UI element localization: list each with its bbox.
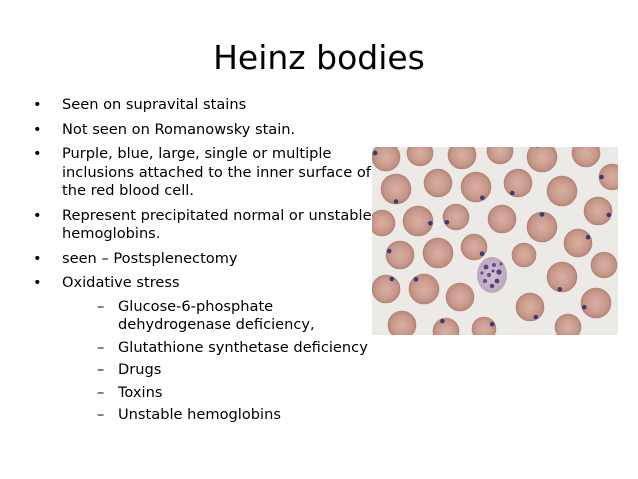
bullet-text: seen – Postsplenectomy bbox=[62, 249, 238, 267]
red-blood-cell bbox=[516, 293, 544, 321]
sub-bullet-text: Toxins bbox=[118, 383, 163, 401]
sub-bullet-text: Drugs bbox=[118, 361, 162, 378]
heinz-body-inclusion bbox=[394, 199, 399, 204]
red-blood-cell bbox=[409, 274, 439, 304]
heinz-body-inclusion bbox=[414, 277, 419, 282]
bullet-marker: • bbox=[33, 96, 42, 113]
heinz-body-inclusion bbox=[607, 213, 612, 218]
bullet-marker: • bbox=[33, 120, 42, 138]
red-blood-cell bbox=[388, 311, 416, 335]
sub-bullet-item bbox=[62, 298, 373, 335]
red-blood-cell bbox=[372, 210, 395, 236]
sub-bullet-item bbox=[62, 361, 373, 380]
red-blood-cell bbox=[512, 243, 536, 267]
sub-bullet-item bbox=[62, 384, 373, 403]
red-blood-cell bbox=[591, 252, 617, 278]
bullet-text: Purple, blue, large, single or multiple inclusions attached to the inner surface of the red blood cell. bbox=[62, 145, 371, 199]
heinz-body-inclusion bbox=[390, 277, 395, 282]
bullet-text: Seen on supravital stains bbox=[62, 96, 247, 113]
bullet-text: Oxidative stress bbox=[62, 274, 180, 291]
red-blood-cell bbox=[461, 234, 487, 260]
bullet-marker: • bbox=[33, 274, 42, 291]
heinz-body-inclusion bbox=[558, 287, 563, 292]
red-blood-cell bbox=[547, 176, 577, 206]
heinz-body-inclusion bbox=[387, 249, 392, 254]
heinz-body-inclusion bbox=[373, 151, 378, 156]
sub-bullet-text: Glutathione synthetase deficiency bbox=[118, 338, 368, 356]
sub-bullet-list bbox=[62, 298, 373, 425]
bullet-marker: • bbox=[33, 206, 42, 224]
heinz-body-inclusion bbox=[510, 191, 515, 196]
heinz-body-inclusion bbox=[490, 322, 495, 327]
red-blood-cell bbox=[584, 197, 612, 225]
heinz-body-inclusion bbox=[480, 196, 485, 201]
bullet-item bbox=[33, 207, 373, 244]
bullet-text: Not seen on Romanowsky stain. bbox=[62, 120, 296, 138]
blood-smear-micrograph bbox=[372, 147, 618, 335]
bullet-list bbox=[33, 96, 373, 431]
white-blood-cell bbox=[477, 257, 507, 293]
red-blood-cell bbox=[403, 206, 433, 236]
bullet-item bbox=[33, 274, 373, 425]
red-blood-cell bbox=[547, 262, 577, 292]
heinz-body-inclusion bbox=[540, 212, 545, 217]
sub-bullet-marker: – bbox=[97, 338, 105, 356]
sub-bullet-item bbox=[62, 406, 373, 425]
heinz-body-inclusion bbox=[440, 319, 445, 324]
heinz-body-inclusion bbox=[534, 315, 539, 320]
heinz-body-inclusion bbox=[445, 220, 450, 225]
bullet-item bbox=[33, 121, 373, 140]
red-blood-cell bbox=[386, 241, 414, 269]
bullet-item bbox=[33, 250, 373, 269]
sub-bullet-text: Unstable hemoglobins bbox=[118, 406, 281, 423]
bullet-item bbox=[33, 96, 373, 115]
heinz-body-inclusion bbox=[599, 175, 604, 180]
bullet-text: Represent precipitated normal or unstable hemoglobins. bbox=[62, 206, 372, 242]
red-blood-cell bbox=[581, 288, 611, 318]
bullet-item bbox=[33, 145, 373, 201]
sub-bullet-marker: – bbox=[97, 297, 105, 315]
bullet-marker: • bbox=[33, 145, 42, 162]
heinz-body-inclusion bbox=[428, 221, 433, 226]
heinz-body-inclusion bbox=[586, 235, 591, 240]
sub-bullet-marker: – bbox=[97, 383, 105, 401]
red-blood-cell bbox=[461, 172, 491, 202]
sub-bullet-marker: – bbox=[97, 406, 105, 423]
red-blood-cell bbox=[504, 169, 532, 197]
sub-bullet-text: Glucose-6-phosphate dehydrogenase deficiency, bbox=[118, 297, 315, 333]
bullet-marker: • bbox=[33, 249, 42, 267]
red-blood-cell bbox=[372, 147, 400, 171]
red-blood-cell bbox=[372, 275, 400, 303]
red-blood-cell bbox=[424, 169, 452, 197]
sub-bullet-item bbox=[62, 339, 373, 358]
heinz-body-inclusion bbox=[582, 305, 587, 310]
heinz-body-inclusion bbox=[480, 251, 485, 256]
red-blood-cell bbox=[488, 205, 516, 233]
red-blood-cell bbox=[443, 204, 469, 230]
red-blood-cell bbox=[446, 283, 474, 311]
slide-title: Heinz bodies bbox=[213, 38, 425, 77]
sub-bullet-marker: – bbox=[97, 361, 105, 378]
red-blood-cell bbox=[564, 229, 592, 257]
blood-smear-image bbox=[372, 147, 618, 335]
red-blood-cell bbox=[423, 238, 453, 268]
